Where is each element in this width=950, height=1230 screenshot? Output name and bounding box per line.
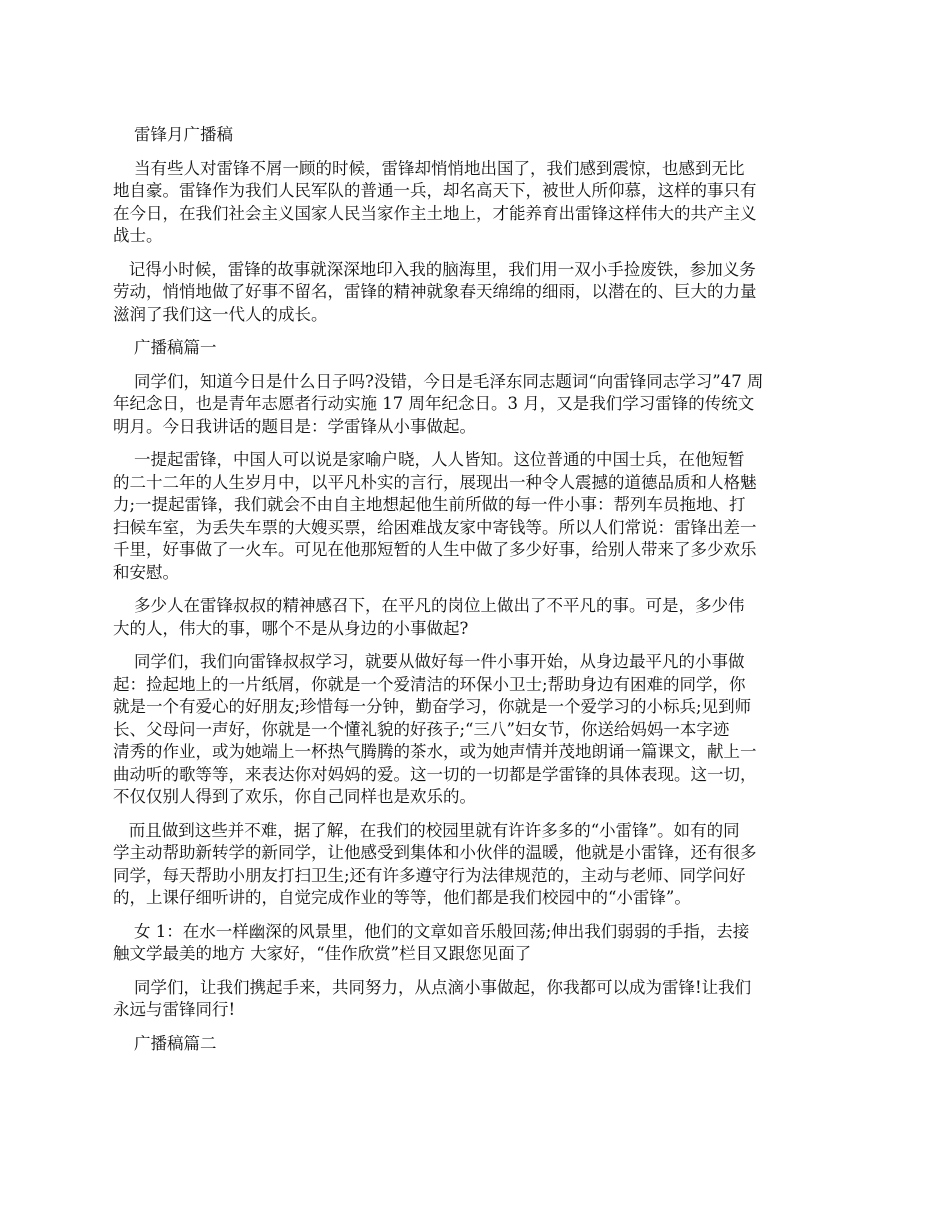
text-line: 同学，每天帮助小朋友打扫卫生;还有许多遵守行为法律规范的，主动与老师、同学问好 <box>113 865 746 885</box>
text-line: 永远与雷锋同行! <box>113 1000 236 1019</box>
text-line: 明月。今日我讲话的题目是：学雷锋从小事做起。 <box>113 416 476 436</box>
text-line: 地自豪。雷锋作为我们人民军队的普通一兵，却名高天下，被世人所仰慕，这样的事只有 <box>113 181 757 200</box>
text-line: 战士。 <box>113 226 163 245</box>
paragraph <box>113 449 839 584</box>
text-line: 同学们，让我们携起手来，共同努力，从点滴小事做起，你我都可以成为雷锋!让我们 <box>113 977 752 997</box>
text-line: 千里，好事做了一火车。可见在他那短暂的人生中做了多少好事，给别人带来了多少欢乐 <box>113 540 757 559</box>
text-line: 不仅仅别人得到了欢乐，你自己同样也是欢乐的。 <box>113 787 476 806</box>
text-line: 长、父母问一声好，你就是一个懂礼貌的好孩子;“三八”妇女节，你送给妈妈一本字迹 <box>113 719 730 739</box>
text-line: 而且做到这些并不难，据了解，在我们的校园里就有许许多多的“小雷锋”。如有的同 <box>113 820 740 840</box>
text-line: 劳动，悄悄地做了好事不留名，雷锋的精神就象春天绵绵的细雨，以潜在的、巨大的力量 <box>113 282 757 301</box>
text-line: 当有些人对雷锋不屑一顾的时候，雷锋却悄悄地出国了，我们感到震惊，也感到无比 <box>113 158 745 178</box>
paragraph <box>113 820 839 910</box>
text-line: 记得小时候，雷锋的故事就深深地印入我的脑海里，我们用一双小手捡废铁，参加义务 <box>113 259 756 279</box>
text-line: 同学们，知道今日是什么日子吗?没错，今日是毛泽东同志题词“向雷锋同志学习”47 周 <box>113 371 764 391</box>
paragraph <box>113 651 839 809</box>
text-line: 女 1：在水一样幽深的风景里，他们的文章如音乐般回荡;伸出我们弱弱的手指，去接 <box>113 921 750 941</box>
text-line: 清秀的作业，或为她端上一杯热气腾腾的茶水，或为她声情并茂地朗诵一篇课文，献上一 <box>113 742 757 761</box>
text-line: 起：捡起地上的一片纸屑，你就是一个爱清洁的环保小卫士;帮助身边有困难的同学，你 <box>113 674 746 694</box>
text-line: 扫候车室，为丢失车票的大嫂买票，给困难战友家中寄钱等。所以人们常说：雷锋出差一 <box>113 517 757 537</box>
text-line: 触文学最美的地方 大家好，“佳作欣赏”栏目又跟您见面了 <box>113 944 532 963</box>
text-line: 大的人，伟大的事，哪个不是从身边的小事做起? <box>113 618 469 638</box>
text-line: 的，上课仔细听讲的，自觉完成作业的等等，他们都是我们校园中的“小雷锋”。 <box>113 888 691 907</box>
text-line: 一提起雷锋，中国人可以说是家喻户晓，人人皆知。这位普通的中国士兵，在他短暂 <box>113 450 745 469</box>
paragraph <box>113 921 839 966</box>
paragraph <box>113 371 839 439</box>
text-line: 学主动帮助新转学的新同学，让他感受到集体和小伙伴的温暖，他就是小雷锋，还有很多 <box>113 843 757 862</box>
paragraph <box>113 259 839 327</box>
text-line: 曲动听的歌等等，来表达你对妈妈的爱。这一切的一切都是学雷锋的具体表现。这一切， <box>113 764 757 784</box>
text-line: 多少人在雷锋叔叔的精神感召下，在平凡的岗位上做出了不平凡的事。可是，多少伟 <box>113 596 745 615</box>
text-line: 广播稿篇二 <box>113 1033 217 1053</box>
text-line: 的二十二年的人生岁月中，以平凡朴实的言行，展现出一种令人震撼的道德品质和人格魅 <box>113 472 757 492</box>
text-line: 在今日，在我们社会主义国家人民当家作主土地上，才能养育出雷锋这样伟大的共产主义 <box>113 203 757 223</box>
text-line: 和安慰。 <box>113 562 179 582</box>
text-line: 力;一提起雷锋，我们就会不由自主地想起他生前所做的每一件小事：帮列车员拖地、打 <box>113 495 746 514</box>
section-heading <box>113 337 839 360</box>
paragraph <box>113 977 839 1022</box>
text-line: 滋润了我们这一代人的成长。 <box>113 304 328 324</box>
section-heading <box>113 1033 839 1056</box>
text-line: 雷锋月广播稿 <box>113 125 233 144</box>
section-heading <box>113 124 839 147</box>
document-page <box>113 124 839 1066</box>
text-line: 就是一个有爱心的好朋友;珍惜每一分钟，勤奋学习，你就是一个爱学习的小标兵;见到师 <box>113 697 752 716</box>
paragraph <box>113 158 839 248</box>
text-line: 同学们，我们向雷锋叔叔学习，就要从做好每一件小事开始，从身边最平凡的小事做 <box>113 652 745 671</box>
text-line: 广播稿篇一 <box>113 338 217 357</box>
paragraph <box>113 595 839 640</box>
text-line: 年纪念日，也是青年志愿者行动实施 17 周年纪念日。3 月，又是我们学习雷锋的传统文 <box>113 394 755 413</box>
